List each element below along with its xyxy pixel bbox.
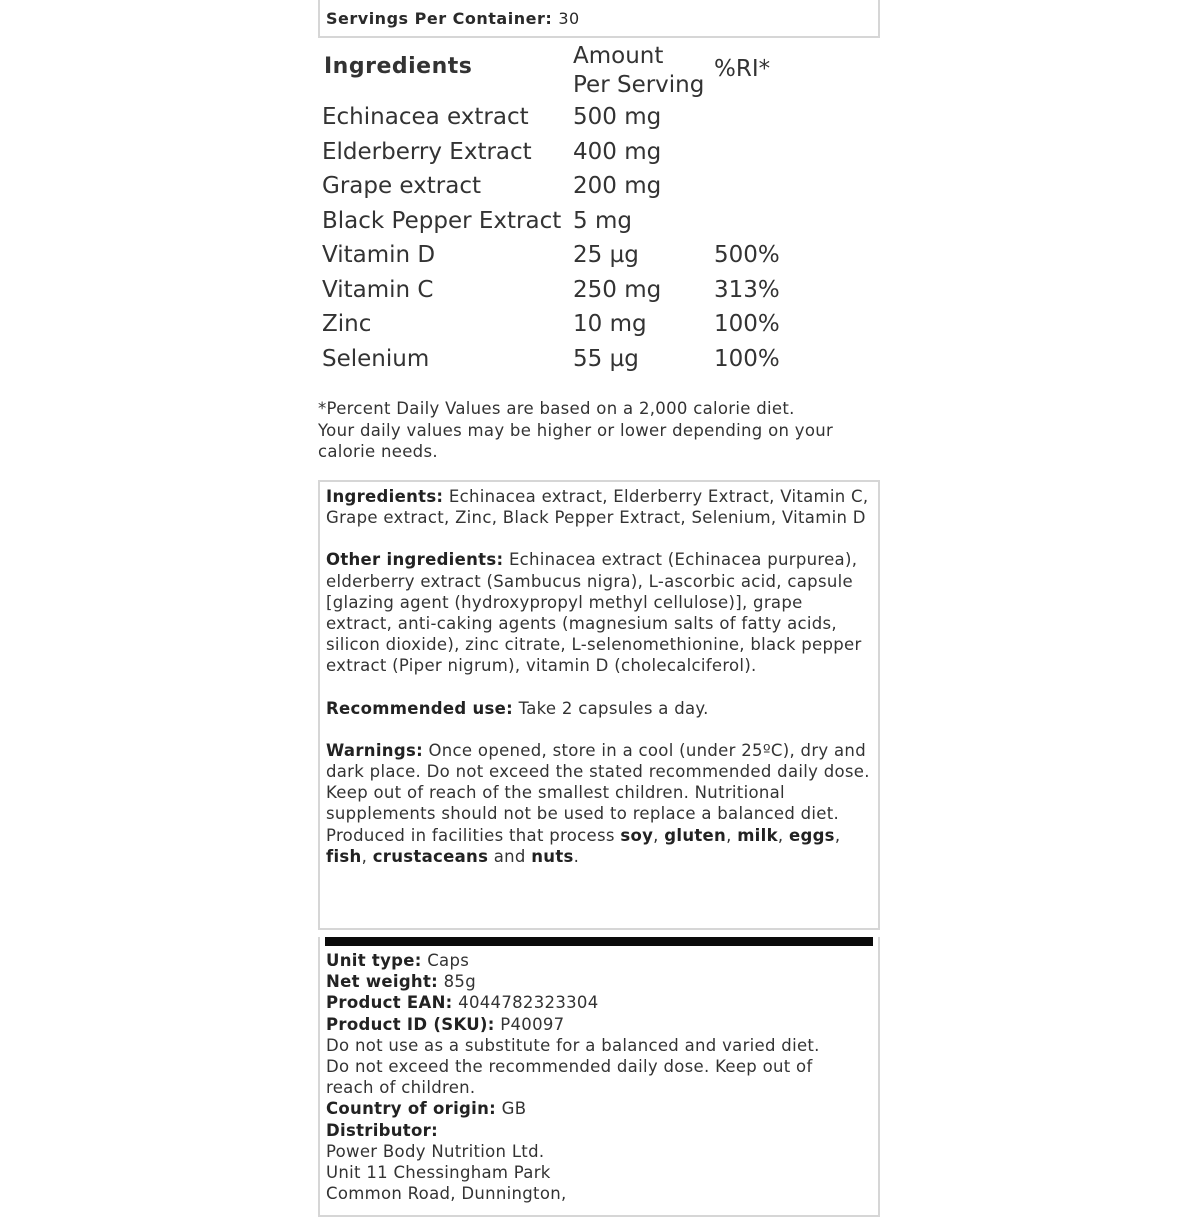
- ingredient-ri: 100%: [714, 346, 780, 372]
- conjunction: and: [493, 846, 526, 866]
- ingredients-label: Ingredients:: [326, 487, 444, 506]
- servings-value: 30: [558, 9, 580, 28]
- ingredient-name: Zinc: [322, 311, 372, 337]
- separator: ,: [361, 846, 368, 866]
- allergen: gluten: [664, 825, 727, 845]
- column-header-ingredients: Ingredients: [324, 54, 473, 79]
- ean-label: Product EAN:: [326, 993, 453, 1013]
- product-info-box: [318, 937, 880, 1217]
- distributor-line: Unit 11 Chessingham Park: [326, 1163, 551, 1183]
- ingredient-name: Black Pepper Extract: [322, 208, 562, 234]
- ingredient-name: Selenium: [322, 346, 430, 372]
- unit-type-row: [326, 950, 872, 971]
- ingredient-amount: 55 µg: [573, 346, 639, 372]
- net-weight-label: Net weight:: [326, 972, 439, 992]
- footnote-line: calorie needs.: [318, 442, 438, 461]
- ingredient-name: Echinacea extract: [322, 104, 529, 130]
- other-ingredients-label: Other ingredients:: [326, 550, 504, 570]
- warnings-text: Once opened, store in a cool (under 25ºC), dry and dark place. Do not exceed the stated recommended daily dose. Keep out of reach of the smallest children. Nutritional supplements should not be used to replace a balanced diet. Produced in facilities that process: [326, 740, 870, 845]
- ingredient-amount: 500 mg: [573, 104, 662, 130]
- unit-type-value: Caps: [427, 951, 470, 970]
- ingredient-amount: 250 mg: [573, 277, 662, 303]
- ingredients-paragraph: [326, 486, 872, 528]
- notice-line: Do not exceed the recommended daily dose. Keep out of: [326, 1057, 813, 1077]
- servings-label: Servings Per Container:: [326, 9, 553, 28]
- ingredient-name: Grape extract: [322, 173, 482, 199]
- country-row: [326, 1098, 872, 1119]
- sku-row: [326, 1014, 872, 1035]
- footnote-line: Your daily values may be higher or lower depending on your: [318, 420, 834, 440]
- other-ingredients-paragraph: [326, 549, 872, 676]
- ingredient-amount: 10 mg: [573, 311, 647, 337]
- sku-value: P40097: [500, 1014, 565, 1034]
- distributor-row: [326, 1120, 872, 1141]
- ingredients-text: Echinacea extract, Elderberry Extract, Vitamin C, Grape extract, Zinc, Black Pepper Extract, Selenium, Vitamin D: [326, 487, 869, 528]
- distributor-label: Distributor:: [326, 1120, 438, 1140]
- product-details-box: [318, 480, 880, 930]
- allergen: crustaceans: [372, 846, 489, 866]
- column-header-amount: [573, 42, 704, 100]
- amount-header-line1: Amount: [573, 43, 664, 69]
- allergen: soy: [620, 825, 654, 845]
- ingredient-name: Vitamin C: [322, 277, 434, 303]
- net-weight-row: [326, 971, 872, 992]
- thick-divider: [325, 937, 873, 946]
- ingredient-name: Vitamin D: [322, 242, 436, 268]
- ingredient-amount: 25 µg: [573, 242, 639, 268]
- unit-type-label: Unit type:: [326, 951, 422, 970]
- serving-info-box: [318, 0, 880, 38]
- separator: ,: [834, 825, 841, 845]
- ingredient-ri: 313%: [714, 277, 780, 303]
- sku-label: Product ID (SKU):: [326, 1014, 495, 1034]
- country-value: GB: [501, 1099, 527, 1119]
- recommended-use-text: Take 2 capsules a day.: [518, 698, 709, 718]
- daily-value-footnote: [318, 398, 880, 463]
- ingredient-name: Elderberry Extract: [322, 139, 532, 165]
- ean-row: [326, 992, 872, 1013]
- country-label: Country of origin:: [326, 1099, 497, 1119]
- other-ingredients-text: Echinacea extract (Echinacea purpurea), elderberry extract (Sambucus nigra), L-ascorbic acid, capsule [glazing agent (hydroxypropyl methyl cellulose)], grape extract, anti-caking agents (magnesium salts of fatty acids, silicon dioxide), zinc citrate, L-selenomethionine, black pepper extract (Piper nigrum), vitamin D (cholecalciferol).: [326, 550, 862, 676]
- servings-per-container-row: [326, 9, 580, 28]
- ean-value: 4044782323304: [458, 993, 599, 1013]
- ingredient-amount: 400 mg: [573, 139, 662, 165]
- ingredient-amount: 5 mg: [573, 208, 632, 234]
- allergen: milk: [737, 825, 778, 845]
- nutrition-table: [318, 40, 880, 388]
- warnings-label: Warnings:: [326, 740, 423, 760]
- separator: ,: [726, 825, 732, 845]
- ingredient-ri: 500%: [714, 242, 780, 268]
- sentence-end: .: [573, 846, 580, 866]
- separator: ,: [777, 825, 784, 845]
- notice-line: reach of children.: [326, 1078, 476, 1098]
- ingredient-ri: 100%: [714, 311, 780, 337]
- column-header-ri: %RI*: [714, 56, 771, 82]
- notice-line: Do not use as a substitute for a balanced and varied diet.: [326, 1035, 820, 1055]
- distributor-line: Power Body Nutrition Ltd.: [326, 1141, 545, 1161]
- footnote-line: *Percent Daily Values are based on a 2,000 calorie diet.: [318, 399, 795, 418]
- distributor-line: Common Road, Dunnington,: [326, 1184, 567, 1204]
- warnings-paragraph: [326, 740, 872, 867]
- recommended-use-paragraph: [326, 698, 872, 719]
- allergen: fish: [326, 846, 362, 866]
- allergen: nuts: [531, 846, 574, 866]
- allergen: eggs: [788, 825, 835, 845]
- recommended-use-label: Recommended use:: [326, 698, 514, 718]
- ingredient-amount: 200 mg: [573, 173, 662, 199]
- net-weight-value: 85g: [443, 972, 476, 992]
- amount-header-line2: Per Serving: [573, 72, 705, 98]
- separator: ,: [653, 825, 659, 845]
